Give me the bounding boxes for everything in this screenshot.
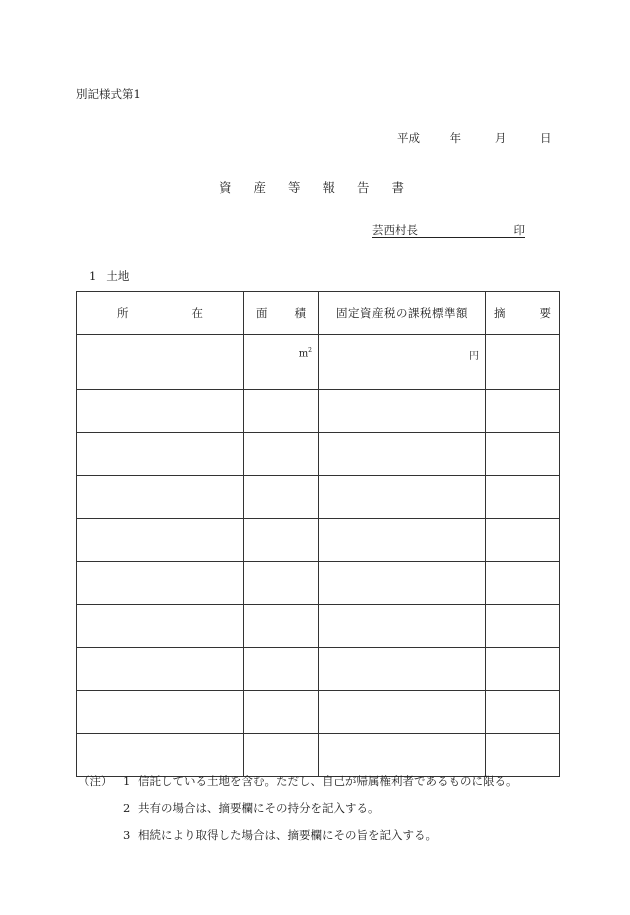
date-year: 年 <box>449 131 462 145</box>
cell-area[interactable] <box>244 648 319 691</box>
date-month: 月 <box>494 131 507 145</box>
cell-location[interactable] <box>77 648 244 691</box>
cell-tax-base[interactable] <box>319 519 486 562</box>
title-char: 書 <box>391 180 405 195</box>
cell-area[interactable] <box>244 476 319 519</box>
cell-area[interactable] <box>244 433 319 476</box>
cell-tax-base[interactable] <box>319 605 486 648</box>
cell-tax-base[interactable] <box>319 433 486 476</box>
cell-remarks[interactable] <box>486 562 560 605</box>
form-identifier: 別記様式第1 <box>76 87 141 101</box>
cell-location[interactable] <box>77 390 244 433</box>
table-row <box>77 519 560 562</box>
title-char: 資 <box>219 180 232 195</box>
cell-remarks[interactable] <box>486 335 560 390</box>
cell-remarks[interactable] <box>486 476 560 519</box>
note-item: （注） 1 信託している土地を含む。ただし、自己が帰属権利者であるものに限る。 <box>78 768 518 795</box>
date-line <box>397 130 551 146</box>
cell-remarks[interactable] <box>486 519 560 562</box>
cell-tax-base[interactable] <box>319 390 486 433</box>
cell-remarks[interactable] <box>486 433 560 476</box>
table-header-row <box>77 292 560 335</box>
cell-location[interactable] <box>77 519 244 562</box>
cell-remarks[interactable] <box>486 648 560 691</box>
header-area: 面 積 <box>244 292 319 335</box>
section-heading <box>89 268 129 284</box>
cell-area[interactable] <box>244 691 319 734</box>
table-row <box>77 476 560 519</box>
table-row <box>77 562 560 605</box>
cell-area[interactable] <box>244 390 319 433</box>
cell-location[interactable] <box>77 476 244 519</box>
notes-label: （注） <box>78 774 113 788</box>
mayor-name: 芸西村長 <box>372 223 418 237</box>
table-row <box>77 335 560 390</box>
table-row <box>77 390 560 433</box>
note-item: 2 共有の場合は、摘要欄にその持分を記入する。 <box>123 801 380 815</box>
cell-remarks[interactable] <box>486 605 560 648</box>
cell-tax-base[interactable] <box>319 691 486 734</box>
cell-location[interactable] <box>77 691 244 734</box>
header-location: 所 在 <box>77 292 244 335</box>
cell-location[interactable] <box>77 562 244 605</box>
title-char: 告 <box>357 180 370 195</box>
date-day: 日 <box>539 131 552 145</box>
cell-area[interactable] <box>244 519 319 562</box>
cell-location[interactable] <box>77 335 244 390</box>
cell-tax-base[interactable]: 円 <box>319 335 486 390</box>
cell-remarks[interactable] <box>486 390 560 433</box>
section-label: 土地 <box>106 269 130 283</box>
table-row <box>77 433 560 476</box>
table-row <box>77 605 560 648</box>
document-title <box>219 178 404 196</box>
title-char: 産 <box>253 180 267 195</box>
cell-location[interactable] <box>77 605 244 648</box>
header-remarks: 摘 要 <box>486 292 560 335</box>
mayor-signature-line <box>372 222 525 238</box>
cell-tax-base[interactable] <box>319 476 486 519</box>
table-row <box>77 691 560 734</box>
cell-tax-base[interactable] <box>319 562 486 605</box>
cell-tax-base[interactable] <box>319 648 486 691</box>
cell-area[interactable] <box>244 562 319 605</box>
cell-area[interactable] <box>244 605 319 648</box>
cell-remarks[interactable] <box>486 691 560 734</box>
date-era: 平成 <box>397 131 420 145</box>
header-tax-base: 固定資産税の課税標準額 <box>319 292 486 335</box>
land-table <box>76 291 560 777</box>
title-char: 等 <box>288 180 301 195</box>
section-number: 1 <box>89 269 97 283</box>
notes <box>78 768 518 849</box>
note-item: 3 相続により取得した場合は、摘要欄にその旨を記入する。 <box>123 828 437 842</box>
table-row <box>77 648 560 691</box>
title-char: 報 <box>322 180 336 195</box>
seal-mark: 印 <box>513 223 525 237</box>
cell-location[interactable] <box>77 433 244 476</box>
cell-area[interactable]: $m^2$ <box>244 335 319 390</box>
